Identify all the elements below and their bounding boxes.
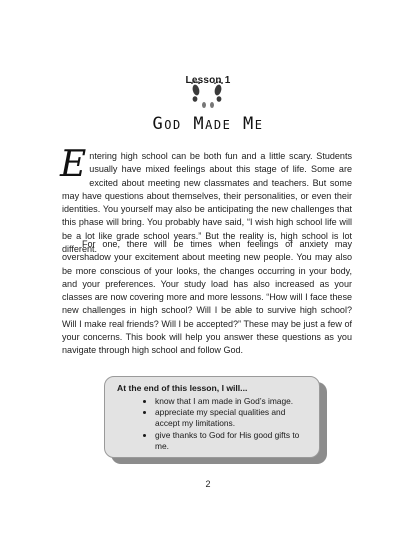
lesson-title: God Made Me bbox=[152, 114, 264, 134]
page-number: 2 bbox=[205, 479, 211, 489]
objective-item: • give thanks to God for His good gifts to me. bbox=[155, 430, 307, 452]
intro-paragraph-text: ntering high school can be both fun and a little scary. Students usually have mixed feelings about this stage of life. Some are excited about meeting new classmates and teachers. But some may have questions about themselves, their personalities, or even their identities. You yourself may also be anticipating the new challenges that this phase will bring. You probably have said, “I wish high school life will be a lot like grade school years.” But the reality is, high school is lot different. bbox=[62, 151, 352, 255]
lesson-header bbox=[0, 70, 416, 88]
objectives-box bbox=[104, 376, 320, 458]
objective-item: • appreciate my special qualities and accept my limitations. bbox=[155, 407, 307, 429]
lesson-label: Lesson 1 bbox=[185, 75, 231, 86]
drop-cap: E bbox=[60, 144, 87, 185]
objectives-list bbox=[117, 396, 307, 452]
objective-item: • know that I am made in God’s image. bbox=[155, 396, 307, 407]
second-paragraph: For one, there will be times when feelings of anxiety may overshadow your excitement about meeting new people. You may also be more conscious of your looks, the changes occurring in your body, and your preferences. Your study load has also increased as your classes are now covering more and more lessons. “How will I face these new challenges in high school? Will I be able to survive high school? Will I make real friends? Will I be accepted?” These may be just a few of your concerns. This book will help you answer these questions as you navigate through high school and follow God. bbox=[62, 239, 352, 356]
objectives-heading: At the end of this lesson, I will... bbox=[117, 383, 248, 393]
